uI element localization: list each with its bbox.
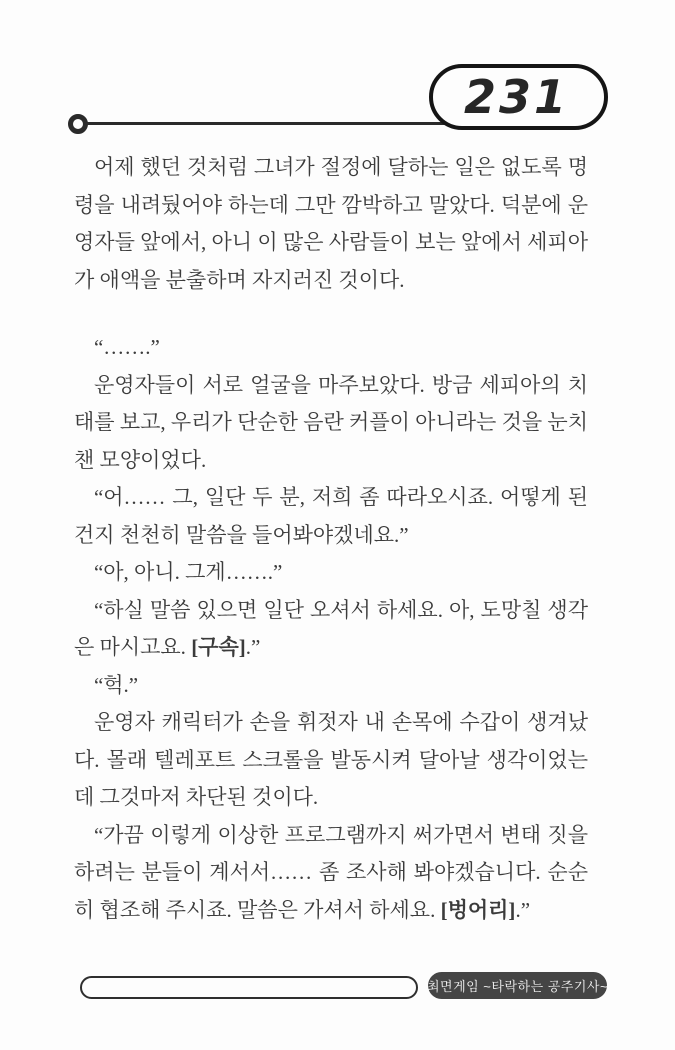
text-run: .” <box>245 635 261 659</box>
footer-series-title: 최면게임 ~타락하는 공주기사~ <box>426 979 609 994</box>
text-run: 운영자 캐릭터가 손을 휘젓자 내 손목에 수갑이 생겨났다. 몰래 텔레포트 스크롤을 발동시켜 달아날 생각이었는데 그것마저 차단된 것이다. <box>74 710 588 809</box>
narration-paragraph <box>74 149 588 299</box>
dialogue-paragraph <box>74 667 588 705</box>
text-run: “하실 말씀 있으면 일단 오셔서 하세요. 아, 도망칠 생각은 마시고요. <box>74 597 588 659</box>
skill-name: [벙어리] <box>440 897 516 922</box>
page-number: 231 <box>463 70 570 124</box>
footer-box <box>80 976 418 999</box>
text-run: “…….” <box>93 335 160 359</box>
dialogue-paragraph <box>74 329 588 367</box>
dialogue-paragraph <box>74 817 588 930</box>
footer-series-badge <box>428 972 607 999</box>
text-body <box>74 149 588 929</box>
skill-name: [구속] <box>191 635 246 659</box>
text-run: “어…… 그, 일단 두 분, 저희 좀 따라오시죠. 어떻게 된 건지 천천히 말씀을 들어봐야겠네요.” <box>74 485 588 547</box>
narration-paragraph <box>74 367 588 480</box>
text-run: 어제 했던 것처럼 그녀가 절정에 달하는 일은 없도록 명령을 내려뒀어야 하는데 그만 깜박하고 말았다. 덕분에 운영자들 앞에서, 아니 이 많은 사람들이 보는 앞에서 세피아가 애액을 분출하며 자지러진 것이다. <box>74 155 588 292</box>
text-run: “헉.” <box>93 672 139 697</box>
dialogue-paragraph <box>74 554 588 592</box>
text-run: “아, 아니. 그게…….” <box>93 560 283 584</box>
text-run: .” <box>515 897 531 922</box>
page-number-badge <box>429 64 608 130</box>
text-run: “가끔 이렇게 이상한 프로그램까지 써가면서 변태 짓을 하려는 분들이 계서서…… 좀 조사해 봐야겠습니다. 순순히 협조해 주시죠. 말씀은 가셔서 하세요. <box>74 822 588 922</box>
narration-paragraph <box>74 704 588 817</box>
text-run: 운영자들이 서로 얼굴을 마주보았다. 방금 세피아의 치태를 보고, 우리가 단순한 음란 커플이 아니라는 것을 눈치 챈 모양이었다. <box>74 372 588 472</box>
header-rule-dot-icon <box>68 114 88 134</box>
dialogue-paragraph <box>74 479 588 554</box>
dialogue-paragraph <box>74 592 588 667</box>
